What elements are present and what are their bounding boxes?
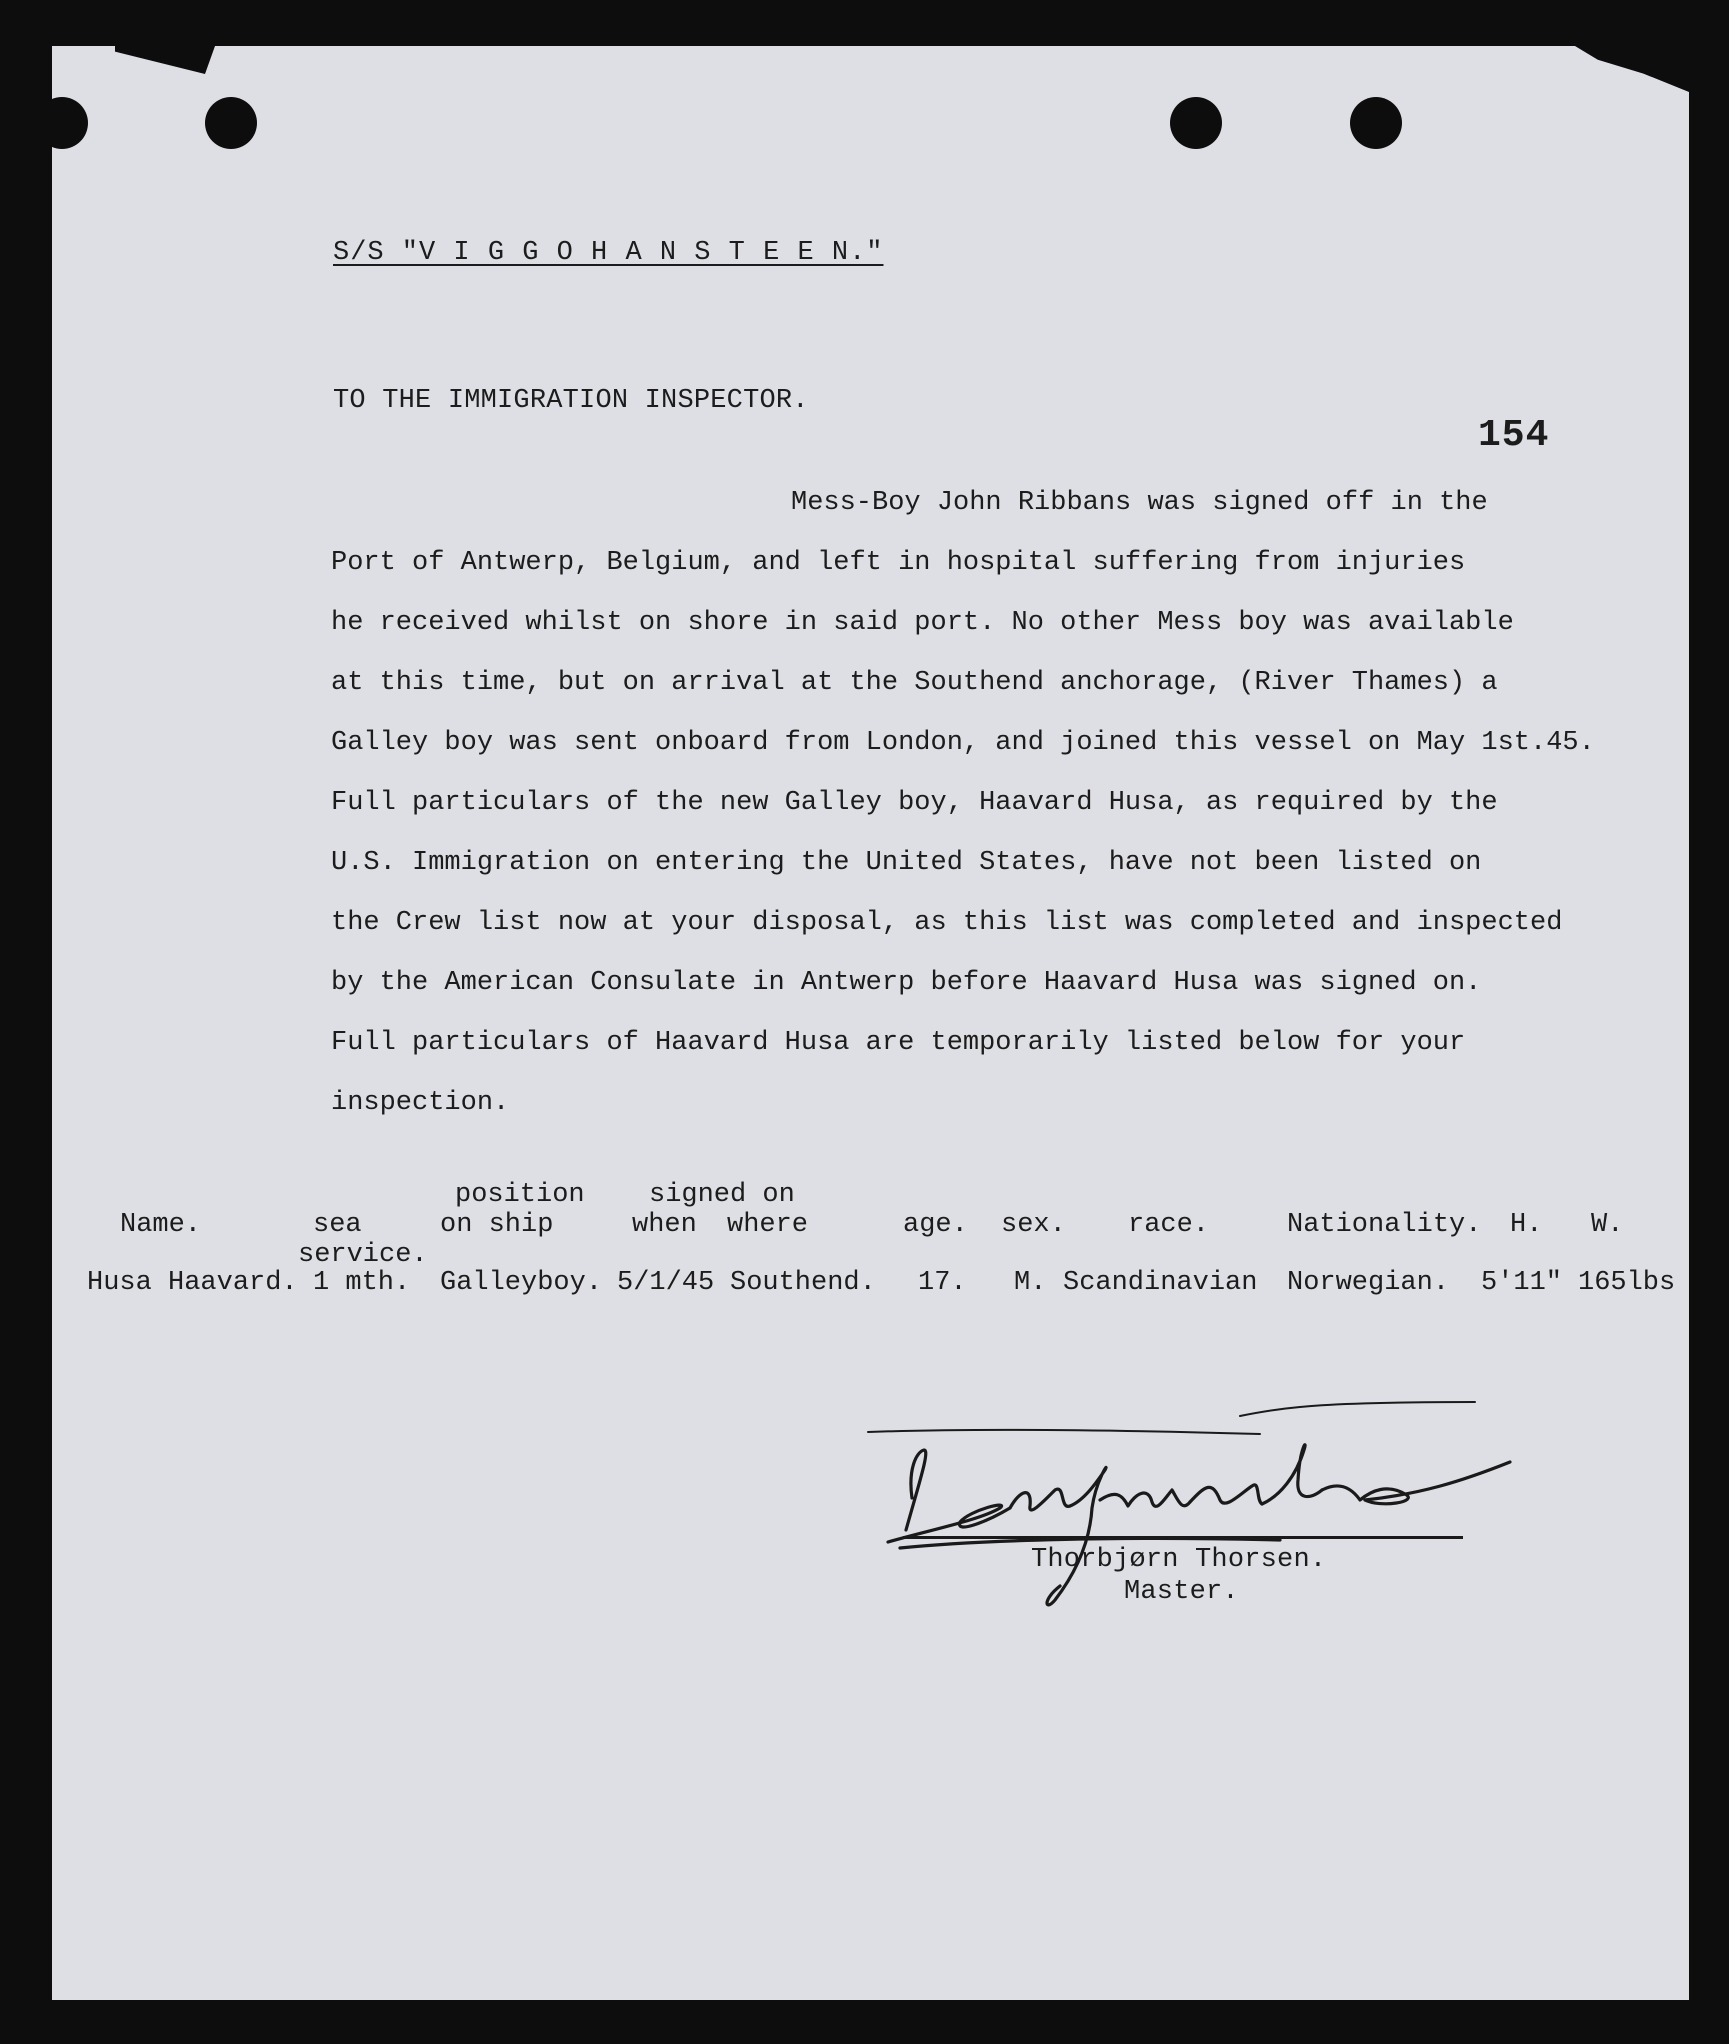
body-line: the Crew list now at your disposal, as this list was completed and inspected <box>331 908 1563 938</box>
header-nationality: Nationality. <box>1287 1210 1482 1240</box>
cell-position: Galleyboy. <box>440 1268 603 1298</box>
body-line: he received whilst on shore in said port. No other Mess boy was available <box>331 608 1514 638</box>
signature-rule <box>903 1536 1463 1539</box>
signatory-name: Thorbjørn Thorsen. <box>1031 1545 1327 1575</box>
body-line: U.S. Immigration on entering the United States, have not been listed on <box>331 848 1482 878</box>
punch-hole <box>205 97 257 149</box>
header-service: service. <box>298 1240 428 1270</box>
header-position: position <box>455 1180 585 1210</box>
cell-when: 5/1/45 <box>617 1268 715 1298</box>
cell-race: Scandinavian <box>1063 1268 1258 1298</box>
header-weight: W. <box>1591 1210 1624 1240</box>
header-sex: sex. <box>1001 1210 1066 1240</box>
header-name: Name. <box>120 1210 202 1240</box>
punch-hole <box>1350 97 1402 149</box>
cell-height: 5'11" <box>1481 1268 1563 1298</box>
punch-hole <box>1170 97 1222 149</box>
punch-hole <box>36 97 88 149</box>
header-age: age. <box>903 1210 968 1240</box>
cell-name: Husa Haavard. <box>87 1268 298 1298</box>
body-line: Full particulars of the new Galley boy, Haavard Husa, as required by the <box>331 788 1498 818</box>
cell-weight: 165lbs <box>1578 1268 1676 1298</box>
cell-sex: M. <box>1014 1268 1047 1298</box>
header-height: H. <box>1510 1210 1543 1240</box>
header-sea: sea <box>313 1210 362 1240</box>
body-line: Full particulars of Haavard Husa are temporarily listed below for your <box>331 1028 1466 1058</box>
cell-nationality: Norwegian. <box>1287 1268 1450 1298</box>
header-on-ship: on ship <box>440 1210 554 1240</box>
body-line: at this time, but on arrival at the Southend anchorage, (River Thames) a <box>331 668 1498 698</box>
body-line: by the American Consulate in Antwerp before Haavard Husa was signed on. <box>331 968 1482 998</box>
body-line: Port of Antwerp, Belgium, and left in hospital suffering from injuries <box>331 548 1466 578</box>
header-race: race. <box>1128 1210 1210 1240</box>
ship-name: S/S "V I G G O H A N S T E E N." <box>333 238 884 268</box>
cell-age: 17. <box>918 1268 967 1298</box>
header-where: where <box>727 1210 809 1240</box>
header-when: when <box>632 1210 697 1240</box>
body-line: Mess-Boy John Ribbans was signed off in the <box>791 488 1488 518</box>
addressee: TO THE IMMIGRATION INSPECTOR. <box>333 386 809 416</box>
body-line: inspection. <box>331 1088 510 1118</box>
document-page <box>52 46 1689 2000</box>
signatory-title: Master. <box>1124 1577 1239 1607</box>
body-line: Galley boy was sent onboard from London, and joined this vessel on May 1st.45. <box>331 728 1595 758</box>
cell-sea-service: 1 mth. <box>313 1268 411 1298</box>
page-number: 154 <box>1478 414 1550 457</box>
cell-where: Southend. <box>730 1268 876 1298</box>
header-signed-on: signed on <box>649 1180 795 1210</box>
